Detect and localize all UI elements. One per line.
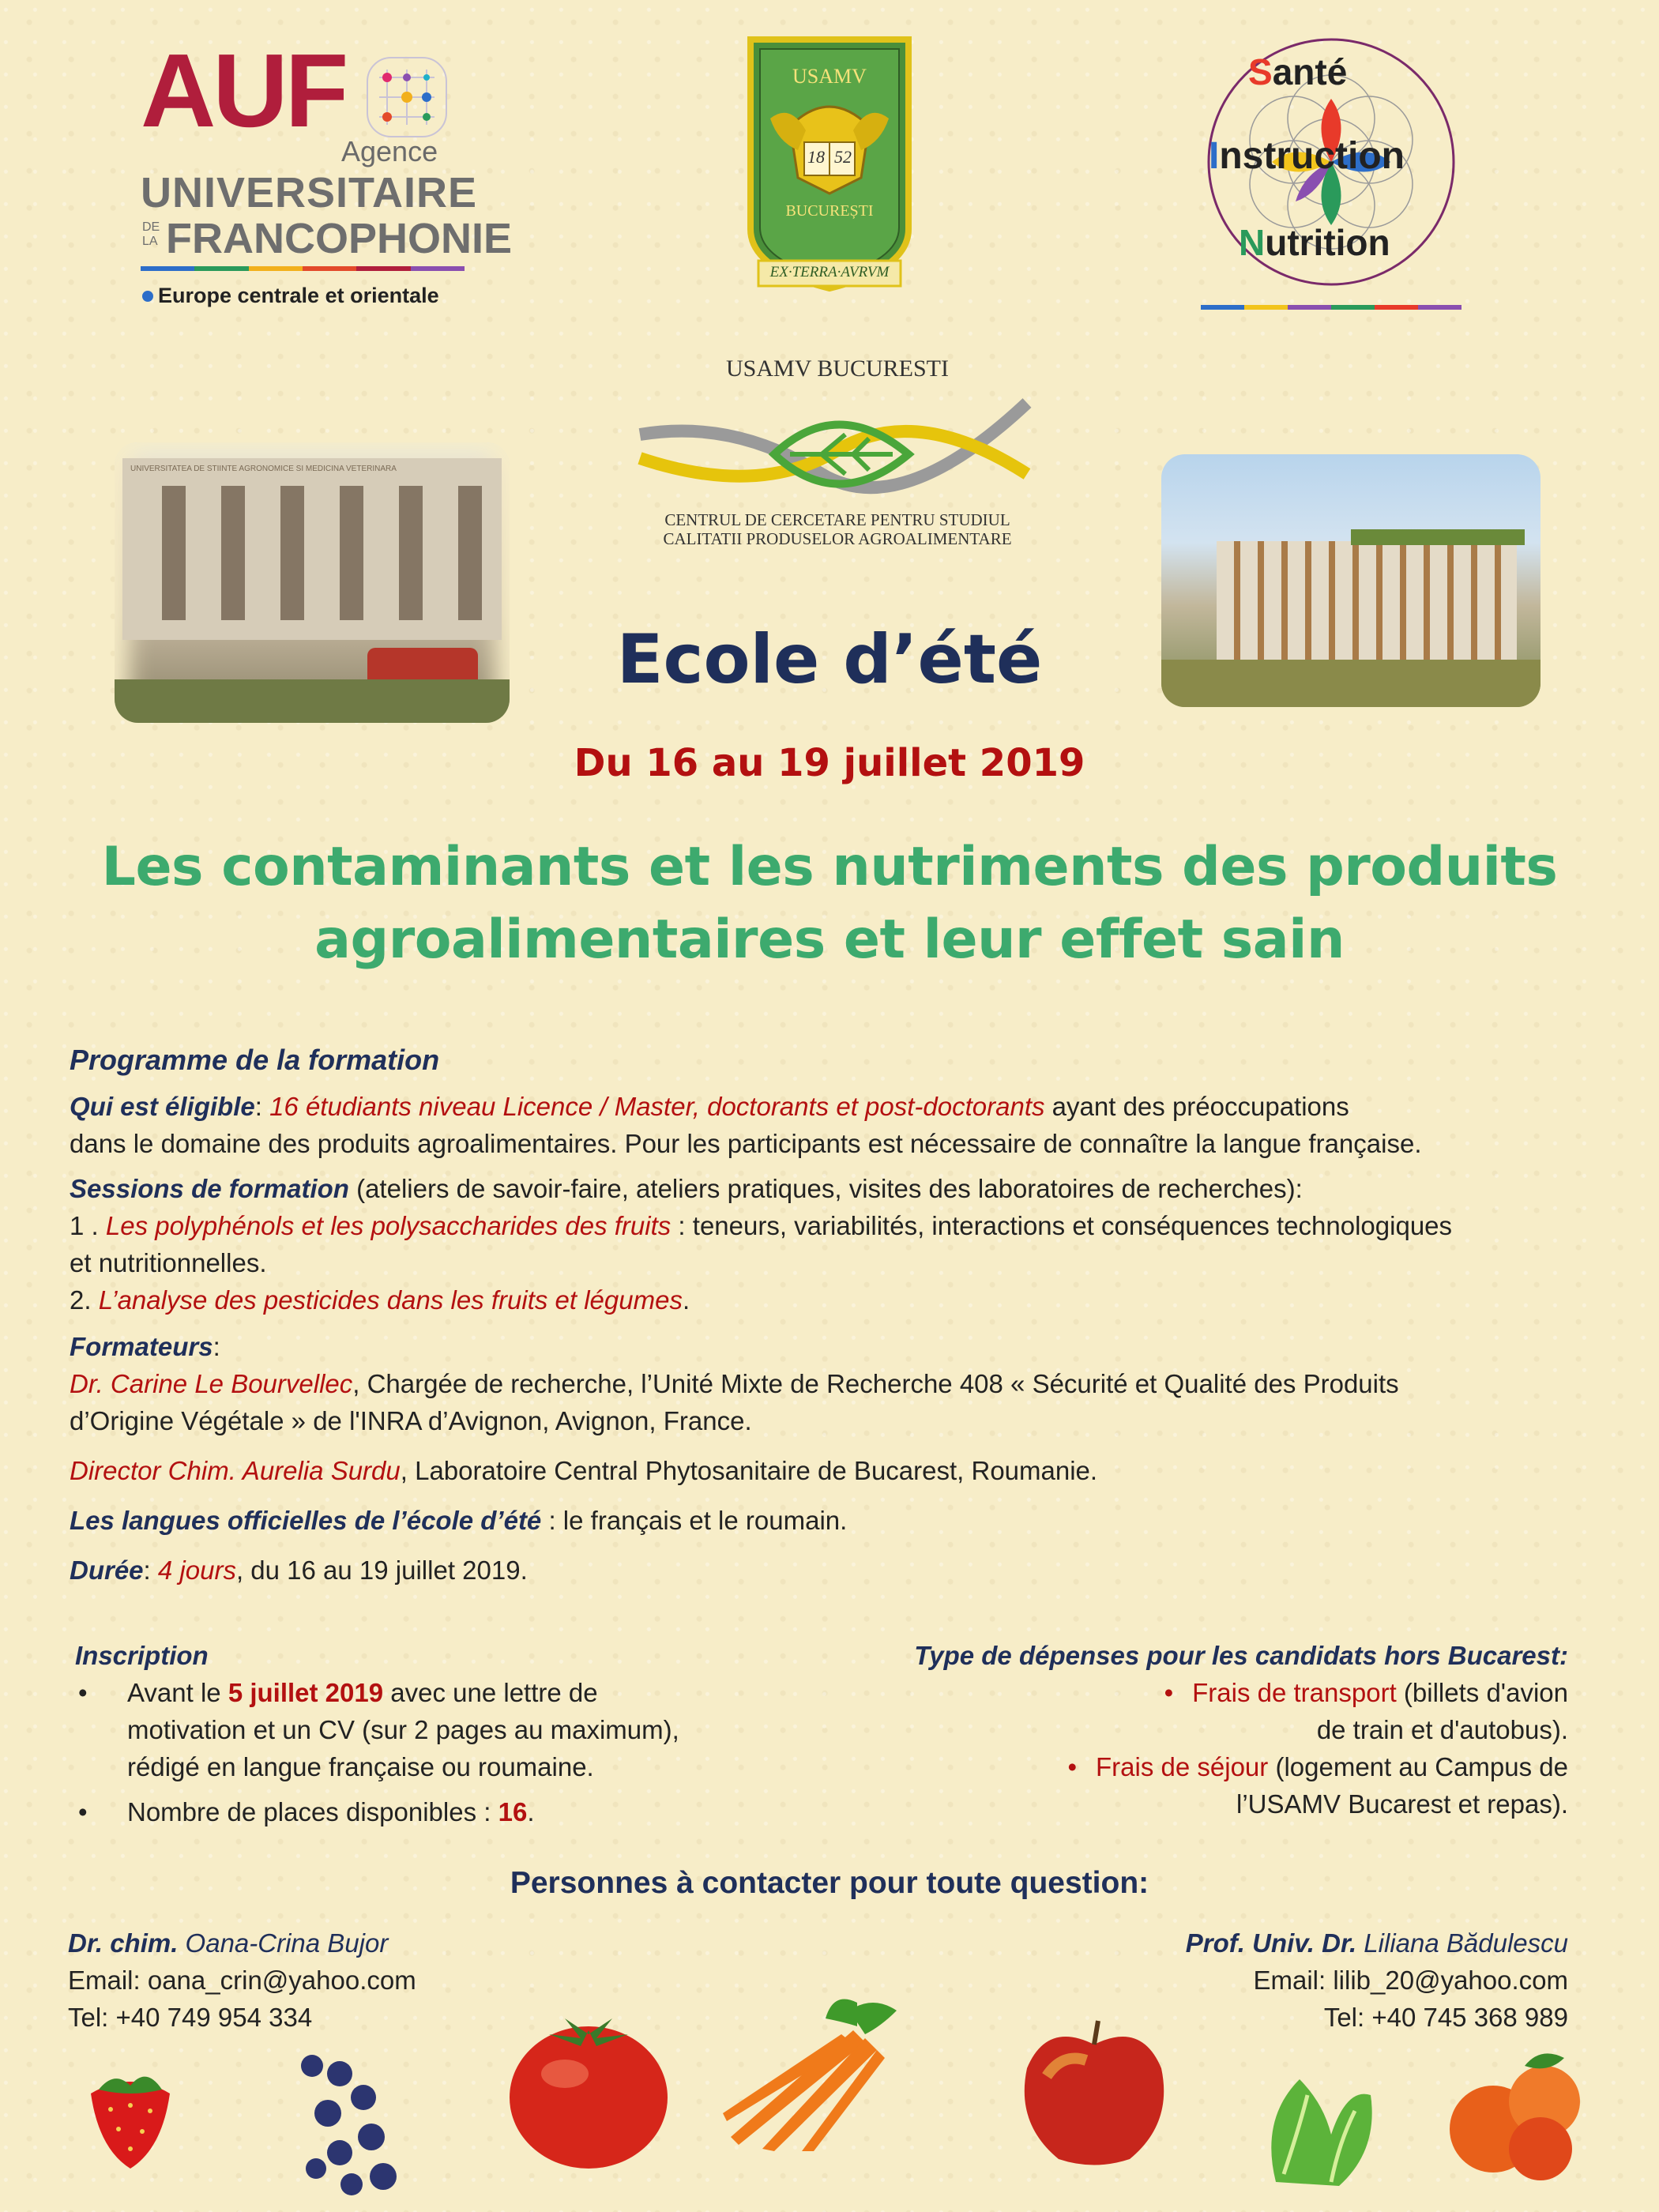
- sin-word-sante: [1248, 51, 1347, 93]
- sessions-label: Sessions de formation: [70, 1174, 349, 1203]
- sin-instruction-initial: I: [1209, 135, 1220, 177]
- sin-sante-rest: anté: [1272, 51, 1348, 92]
- inscription-bullet-2-text: [127, 1793, 534, 1830]
- lettuce-icon: [1260, 2071, 1379, 2190]
- bullet-icon: •: [78, 1678, 88, 1707]
- event-dates: Du 16 au 19 juillet 2019: [574, 741, 1085, 785]
- depenses-heading: Type de dépenses pour les candidats hors Bucarest:: [914, 1641, 1568, 1670]
- centre-line2: CALITATII PRODUSELOR AGROALIMENTARE: [663, 529, 1012, 548]
- sin-nutrition-rest: utrition: [1265, 222, 1390, 263]
- eligible-line2: dans le domaine des produits agroalimentaires. Pour les participants est nécessaire de connaître la langue française.: [70, 1129, 1422, 1158]
- inscription-b1-date: 5 juillet 2019: [228, 1678, 384, 1707]
- langues-label: Les langues officielles de l’école d’été: [70, 1506, 542, 1535]
- usamv-crest-motto: EX·TERRA·AVRVM: [769, 264, 890, 280]
- sin-color-bar: [1201, 305, 1462, 310]
- auf-francophonie: FRANCOPHONIE: [166, 215, 513, 262]
- eligible-label: Qui est éligible: [70, 1092, 255, 1121]
- inscription-b1-line3: rédigé en langue française ou roumaine.: [127, 1752, 594, 1781]
- depenses-b1-rest: (billets d'avion: [1396, 1678, 1568, 1707]
- usamv-crest-year-left: 18: [807, 147, 825, 167]
- inscription-b1-pre: Avant le: [127, 1678, 228, 1707]
- auf-network-icon: [359, 50, 454, 145]
- inscription-b2-pre: Nombre de places disponibles :: [127, 1797, 498, 1826]
- lawn: [115, 679, 510, 723]
- depenses-b1-label: Frais de transport: [1192, 1678, 1397, 1707]
- inscription-section: [75, 1637, 786, 1830]
- session-1-num: 1 .: [70, 1211, 106, 1240]
- contact-right-tel[interactable]: Tel: +40 745 368 989: [1323, 2003, 1568, 2032]
- formateur-2-name: Director Chim. Aurelia Surdu: [70, 1456, 401, 1485]
- grass: [1161, 660, 1540, 707]
- auf-region: Europe centrale et orientale: [158, 284, 439, 307]
- building-roof-garden: [1351, 529, 1525, 545]
- session-1-line2: et nutritionnelles.: [70, 1248, 267, 1277]
- contact-left-name: Oana-Crina Bujor: [178, 1928, 389, 1958]
- depenses-b2-label: Frais de séjour: [1096, 1752, 1269, 1781]
- eligible-paragraph: Qui est éligible: 16 étudiants niveau Licence / Master, doctorants et post-doctorants ayant des préoccupations dans le domaine des produits agroalimentaires. Pour les participants est nécessaire de connaître la langue française.: [70, 1092, 1422, 1158]
- contact-left-tel[interactable]: Tel: +40 749 954 334: [68, 2003, 313, 2032]
- usamv-crest: [743, 32, 916, 296]
- usamv-crest-year-right: 52: [834, 147, 852, 167]
- eligible-rest: ayant des préoccupations: [1044, 1092, 1349, 1121]
- strawberry-icon: [75, 2062, 186, 2172]
- inscription-b2-rest: .: [527, 1797, 535, 1826]
- apple-icon: [1015, 2013, 1173, 2171]
- contact-right-name-line: [1015, 1924, 1568, 1962]
- page-title: Ecole d’été: [616, 620, 1043, 699]
- duree-paragraph: Durée: 4 jours, du 16 au 19 juillet 2019.: [70, 1556, 528, 1585]
- inscription-bullet-1: [75, 1674, 786, 1785]
- contact-right-title: Prof. Univ. Dr.: [1185, 1928, 1357, 1958]
- session-2-title: L’analyse des pesticides dans les fruits et légumes: [98, 1285, 683, 1315]
- depenses-section: [790, 1637, 1568, 1823]
- centre-logo: [632, 356, 1043, 561]
- tomato-icon: [502, 1999, 675, 2172]
- auf-color-bar: [141, 266, 465, 271]
- contacts-heading: Personnes à contacter pour toute question:: [510, 1866, 1149, 1900]
- depenses-heading-text: Type de dépenses pour les candidats hors Bucarest: [914, 1641, 1559, 1670]
- session-1-rest: : teneurs, variabilités, interactions et conséquences technologiques: [671, 1211, 1453, 1240]
- sin-instruction-rest: nstruction: [1219, 135, 1405, 177]
- auf-la: LA: [142, 235, 158, 248]
- depenses-bullet-1: [790, 1674, 1568, 1748]
- auf-region-dot-icon: [142, 291, 153, 302]
- usamv-crest-top: USAMV: [792, 65, 867, 88]
- programme-heading: Programme de la formation: [70, 1044, 440, 1076]
- auf-universitaire: UNIVERSITAIRE: [141, 169, 478, 216]
- bullet-icon: •: [1164, 1678, 1174, 1707]
- peaches-icon: [1438, 2042, 1588, 2184]
- sin-logo: [1201, 32, 1462, 316]
- formateur-2: [70, 1452, 1610, 1489]
- session-1-title: Les polyphénols et les polysaccharides des fruits: [105, 1211, 672, 1240]
- formateur-1-line2: d’Origine Végétale » de l'INRA d’Avignon, Avignon, France.: [70, 1406, 752, 1435]
- sin-word-nutrition: [1239, 221, 1390, 264]
- bullet-icon: •: [78, 1797, 88, 1826]
- centre-leaf-icon: [632, 387, 1043, 521]
- inscription-bullet-1-text: [127, 1674, 679, 1785]
- duree-label: Durée: [70, 1556, 144, 1585]
- sin-sante-initial: S: [1248, 51, 1273, 92]
- formateurs-label: Formateurs: [70, 1332, 213, 1361]
- sin-nutrition-initial: N: [1239, 222, 1266, 263]
- session-2-rest: .: [682, 1285, 690, 1315]
- session-2-num: 2.: [70, 1285, 99, 1315]
- bullet-icon: •: [1067, 1752, 1078, 1781]
- auf-logo: [134, 32, 513, 316]
- programme-section: [70, 1041, 1610, 1589]
- carrots-icon: [715, 1995, 920, 2153]
- inscription-b1-rest: avec une lettre de: [383, 1678, 598, 1707]
- eligible-highlight: 16 étudiants niveau Licence / Master, doctorants et post-doctorants: [269, 1092, 1045, 1121]
- contact-left-email[interactable]: Email: oana_crin@yahoo.com: [68, 1966, 416, 1995]
- langues-rest: : le français et le roumain.: [541, 1506, 848, 1535]
- building-inscription: UNIVERSITATEA DE STIINTE AGRONOMICE SI MEDICINA VETERINARA: [130, 465, 397, 473]
- langues-paragraph: [70, 1502, 1610, 1539]
- building-photo-right: [1161, 454, 1540, 707]
- auf-acronym: AUF: [141, 32, 346, 149]
- formateur-1-name: Dr. Carine Le Bourvellec: [70, 1369, 353, 1398]
- inscription-bullet-2: [75, 1793, 786, 1830]
- sessions-rest: (ateliers de savoir-faire, ateliers pratiques, visites des laboratoires de recherches):: [348, 1174, 1303, 1203]
- depenses-b2-line2: l’USAMV Bucarest et repas).: [1236, 1789, 1568, 1819]
- centre-top: USAMV BUCURESTI: [726, 356, 949, 382]
- inscription-heading: Inscription: [75, 1641, 209, 1670]
- formateurs-paragraph: Formateurs: Dr. Carine Le Bourvellec, Chargée de recherche, l’Unité Mixte de Recherche 408 « Sécurité et Qualité des Produits d’Origine Végétale » de l'INRA d’Avignon, Avignon, France.: [70, 1332, 1399, 1435]
- inscription-b1-line2: motivation et un CV (sur 2 pages au maximum),: [127, 1715, 679, 1744]
- auf-agence: Agence: [341, 135, 438, 167]
- contact-right-name: Liliana Bădulescu: [1356, 1928, 1568, 1958]
- subtitle-line-2: agroalimentaires et leur effet sain: [314, 908, 1345, 971]
- depenses-b1-line2: de train et d'autobus).: [1316, 1715, 1568, 1744]
- centre-line1: CENTRUL DE CERCETARE PENTRU STUDIUL: [664, 510, 1010, 529]
- modern-building: [1217, 541, 1517, 660]
- sin-word-instruction: [1209, 134, 1405, 178]
- contact-left-title: Dr. chim.: [68, 1928, 179, 1958]
- subtitle-line-1: Les contaminants et les nutriments des produits: [101, 836, 1558, 898]
- usamv-crest-city: BUCUREȘTI: [785, 202, 874, 220]
- depenses-bullet-2: [790, 1748, 1568, 1823]
- contact-right-email[interactable]: Email: lilib_20@yahoo.com: [1253, 1966, 1568, 1995]
- depenses-b2-rest: (logement au Campus de: [1268, 1752, 1568, 1781]
- formateur-1-rest: , Chargée de recherche, l’Unité Mixte de Recherche 408 « Sécurité et Qualité des Produits: [352, 1369, 1399, 1398]
- duree-rest: , du 16 au 19 juillet 2019.: [235, 1556, 528, 1585]
- blueberries-icon: [292, 2050, 411, 2200]
- formateur-2-rest: , Laboratoire Central Phytosanitaire de Bucarest, Roumanie.: [400, 1456, 1098, 1485]
- auf-de: DE: [142, 220, 160, 234]
- duree-highlight: 4 jours: [157, 1556, 236, 1585]
- building-photo-left: [115, 442, 510, 723]
- sessions-paragraph: [70, 1170, 1610, 1319]
- building-windows: [138, 486, 486, 620]
- inscription-b2-num: 16: [498, 1797, 528, 1826]
- contact-left-name-line: [68, 1924, 621, 1962]
